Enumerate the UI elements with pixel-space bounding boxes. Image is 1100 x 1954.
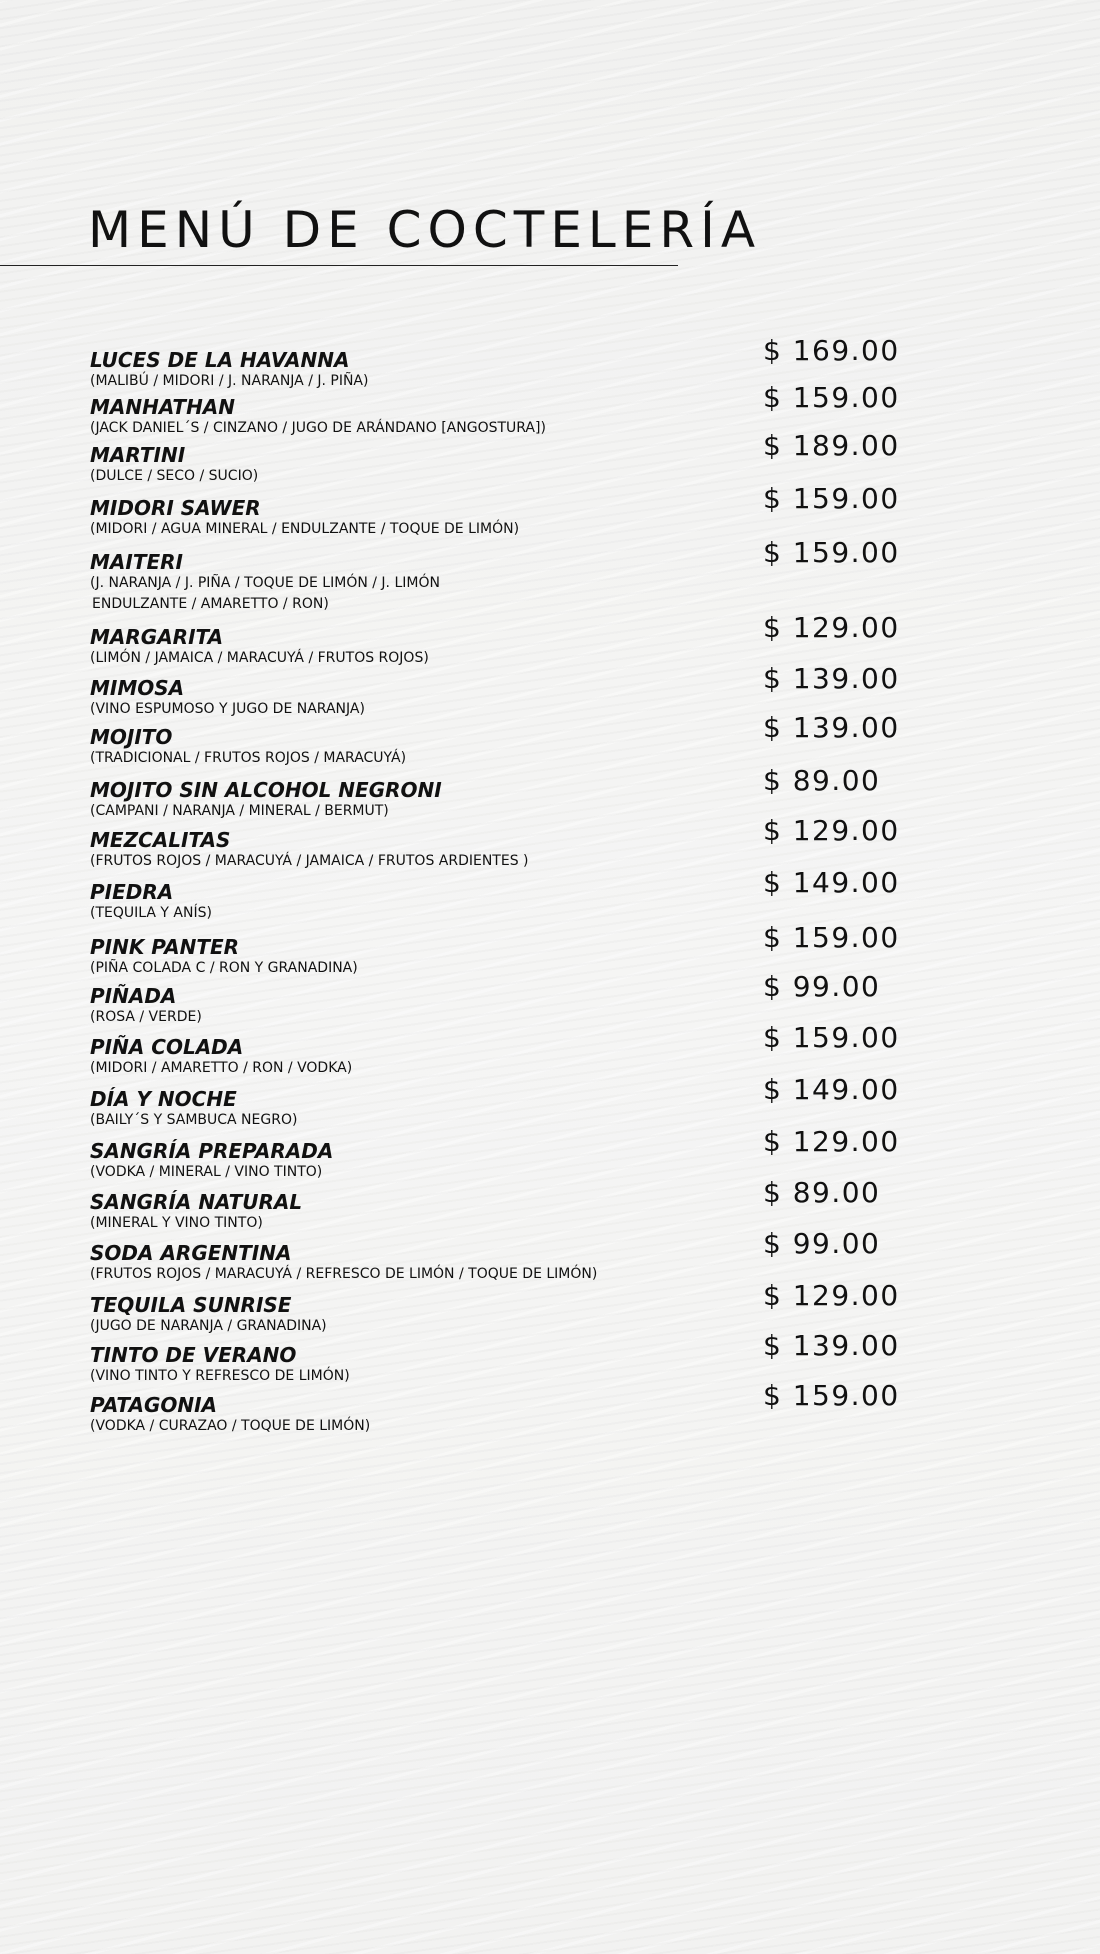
item-name: MEZCALITAS xyxy=(90,828,231,852)
item-price: $ 189.00 xyxy=(763,429,900,462)
item-price: $ 129.00 xyxy=(763,1279,900,1312)
item-description: (MIDORI / AGUA MINERAL / ENDULZANTE / TOQUE DE LIMÓN) xyxy=(90,521,520,537)
item-price: $ 159.00 xyxy=(763,381,900,414)
menu-item-soda-argentina xyxy=(90,1227,1010,1284)
item-price: $ 159.00 xyxy=(763,536,900,569)
title-divider xyxy=(0,265,678,266)
menu-item-pina-colada xyxy=(90,1021,1010,1078)
item-price: $ 139.00 xyxy=(763,662,900,695)
item-name: MOJITO xyxy=(90,725,173,749)
item-description: (BAILY´S Y SAMBUCA NEGRO) xyxy=(90,1112,298,1128)
item-price: $ 139.00 xyxy=(763,1329,900,1362)
item-price: $ 159.00 xyxy=(763,921,900,954)
item-name: TINTO DE VERANO xyxy=(90,1343,297,1367)
item-description: (VODKA / MINERAL / VINO TINTO) xyxy=(90,1164,323,1180)
item-description: (MALIBÚ / MIDORI / J. NARANJA / J. PIÑA) xyxy=(90,373,369,389)
item-name: SODA ARGENTINA xyxy=(90,1241,292,1265)
item-description: (J. NARANJA / J. PIÑA / TOQUE DE LIMÓN / J. LIMÓN xyxy=(90,575,440,591)
item-name: LUCES DE LA HAVANNA xyxy=(90,348,350,372)
item-price: $ 129.00 xyxy=(763,1125,900,1158)
menu-title: MENÚ DE COCTELERÍA xyxy=(88,201,762,259)
item-price: $ 129.00 xyxy=(763,611,900,644)
menu-item-martini xyxy=(90,429,1010,486)
item-name: PINK PANTER xyxy=(90,935,240,959)
item-description: (FRUTOS ROJOS / MARACUYÁ / REFRESCO DE LIMÓN / TOQUE DE LIMÓN) xyxy=(90,1266,598,1282)
item-name: PIEDRA xyxy=(90,880,174,904)
item-price: $ 99.00 xyxy=(763,1227,881,1260)
menu-item-midori-sawer xyxy=(90,482,1010,539)
menu-item-dia-y-noche xyxy=(90,1073,1010,1130)
item-price: $ 169.00 xyxy=(763,334,900,367)
item-name: PIÑA COLADA xyxy=(90,1035,244,1059)
item-description: (MINERAL Y VINO TINTO) xyxy=(90,1215,263,1231)
item-name: MIMOSA xyxy=(90,676,185,700)
menu-item-maiteri xyxy=(90,536,1010,614)
item-price: $ 159.00 xyxy=(763,482,900,515)
item-name: MARTINI xyxy=(90,443,186,467)
item-price: $ 139.00 xyxy=(763,711,900,744)
item-price: $ 89.00 xyxy=(763,764,881,797)
item-price: $ 89.00 xyxy=(763,1176,881,1209)
item-name: MANHATHAN xyxy=(90,395,236,419)
item-price: $ 149.00 xyxy=(763,866,900,899)
item-name: PATAGONIA xyxy=(90,1393,218,1417)
menu-item-piedra xyxy=(90,866,1010,923)
item-name: SANGRÍA NATURAL xyxy=(90,1190,303,1214)
item-description: (TRADICIONAL / FRUTOS ROJOS / MARACUYÁ) xyxy=(90,750,407,766)
item-description: (ROSA / VERDE) xyxy=(90,1009,202,1025)
item-description: (VODKA / CURAZAO / TOQUE DE LIMÓN) xyxy=(90,1418,371,1434)
item-description-continued: ENDULZANTE / AMARETTO / RON) xyxy=(92,596,329,612)
item-name: MARGARITA xyxy=(90,625,224,649)
menu-item-mojito xyxy=(90,711,1010,768)
item-description: (MIDORI / AMARETTO / RON / VODKA) xyxy=(90,1060,353,1076)
item-name: MIDORI SAWER xyxy=(90,496,261,520)
item-price: $ 99.00 xyxy=(763,970,881,1003)
item-name: TEQUILA SUNRISE xyxy=(90,1293,292,1317)
item-description: (VINO TINTO Y REFRESCO DE LIMÓN) xyxy=(90,1368,350,1384)
item-description: (CAMPANI / NARANJA / MINERAL / BERMUT) xyxy=(90,803,389,819)
item-name: PIÑADA xyxy=(90,984,177,1008)
item-name: SANGRÍA PREPARADA xyxy=(90,1139,334,1163)
item-description: (JUGO DE NARANJA / GRANADINA) xyxy=(90,1318,327,1334)
item-price: $ 129.00 xyxy=(763,814,900,847)
item-price: $ 159.00 xyxy=(763,1379,900,1412)
item-name: DÍA Y NOCHE xyxy=(90,1087,237,1111)
item-description: (LIMÓN / JAMAICA / MARACUYÁ / FRUTOS ROJOS) xyxy=(90,650,429,666)
item-description: (TEQUILA Y ANÍS) xyxy=(90,905,212,921)
item-description: (VINO ESPUMOSO Y JUGO DE NARANJA) xyxy=(90,701,365,717)
item-description: (JACK DANIEL´S / CINZANO / JUGO DE ARÁNDANO [ANGOSTURA]) xyxy=(90,420,546,436)
item-price: $ 149.00 xyxy=(763,1073,900,1106)
item-description: (PIÑA COLADA C / RON Y GRANADINA) xyxy=(90,960,358,976)
item-description: (FRUTOS ROJOS / MARACUYÁ / JAMAICA / FRUTOS ARDIENTES ) xyxy=(90,853,529,869)
menu-item-mezcalitas xyxy=(90,814,1010,871)
item-price: $ 159.00 xyxy=(763,1021,900,1054)
item-name: MAITERI xyxy=(90,550,183,574)
item-name: MOJITO SIN ALCOHOL NEGRONI xyxy=(90,778,442,802)
menu-item-patagonia xyxy=(90,1379,1010,1436)
item-description: (DULCE / SECO / SUCIO) xyxy=(90,468,259,484)
